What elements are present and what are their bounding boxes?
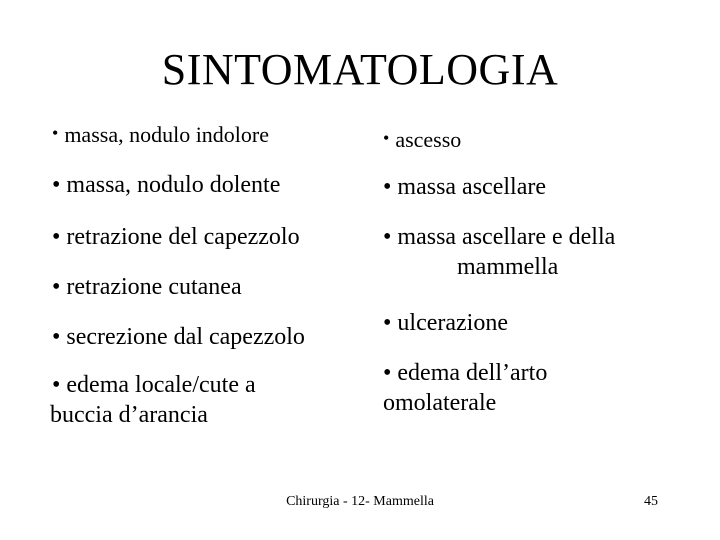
list-item <box>52 170 280 200</box>
bullet-icon: • <box>52 123 59 143</box>
list-item-text: massa ascellare <box>397 174 546 200</box>
footer-text: Chirurgia - 12- Mammella <box>286 494 434 509</box>
list-item-text-continued: omolaterale <box>383 390 497 416</box>
list-item-text: ascesso <box>395 127 462 152</box>
page-number: 45 <box>644 494 658 509</box>
bullet-icon: • <box>52 274 61 300</box>
list-item <box>383 358 547 418</box>
bullet-icon: • <box>52 372 61 398</box>
list-item-text: retrazione del capezzolo <box>66 224 300 250</box>
list-item-text: edema locale/cute a <box>66 372 256 398</box>
list-item <box>50 370 256 430</box>
list-item-text: retrazione cutanea <box>66 274 242 300</box>
list-item-text: ulcerazione <box>397 310 508 336</box>
bullet-icon: • <box>383 128 390 148</box>
list-item-text-continued: buccia d’arancia <box>50 402 208 428</box>
list-item <box>52 118 269 150</box>
bullet-icon: • <box>383 360 392 386</box>
bullet-icon: • <box>52 172 61 198</box>
list-item <box>383 308 508 338</box>
bullet-icon: • <box>52 324 61 350</box>
list-item-text: secrezione dal capezzolo <box>66 324 305 350</box>
list-item-text: edema dell’arto <box>397 360 548 386</box>
bullet-icon: • <box>383 224 392 250</box>
list-item-text-continued: mammella <box>457 254 559 280</box>
bullet-icon: • <box>383 310 392 336</box>
bullet-icon: • <box>52 224 61 250</box>
list-item <box>383 123 461 155</box>
list-item <box>52 322 305 352</box>
list-item-text: massa ascellare e della <box>397 224 616 250</box>
list-item <box>52 272 242 302</box>
slide-title: SINTOMATOLOGIA <box>161 45 559 94</box>
list-item-text: massa, nodulo indolore <box>64 122 270 147</box>
list-item <box>52 222 300 252</box>
list-item-text: massa, nodulo dolente <box>66 172 281 198</box>
list-item <box>383 222 615 282</box>
bullet-icon: • <box>383 174 392 200</box>
list-item <box>383 172 546 202</box>
